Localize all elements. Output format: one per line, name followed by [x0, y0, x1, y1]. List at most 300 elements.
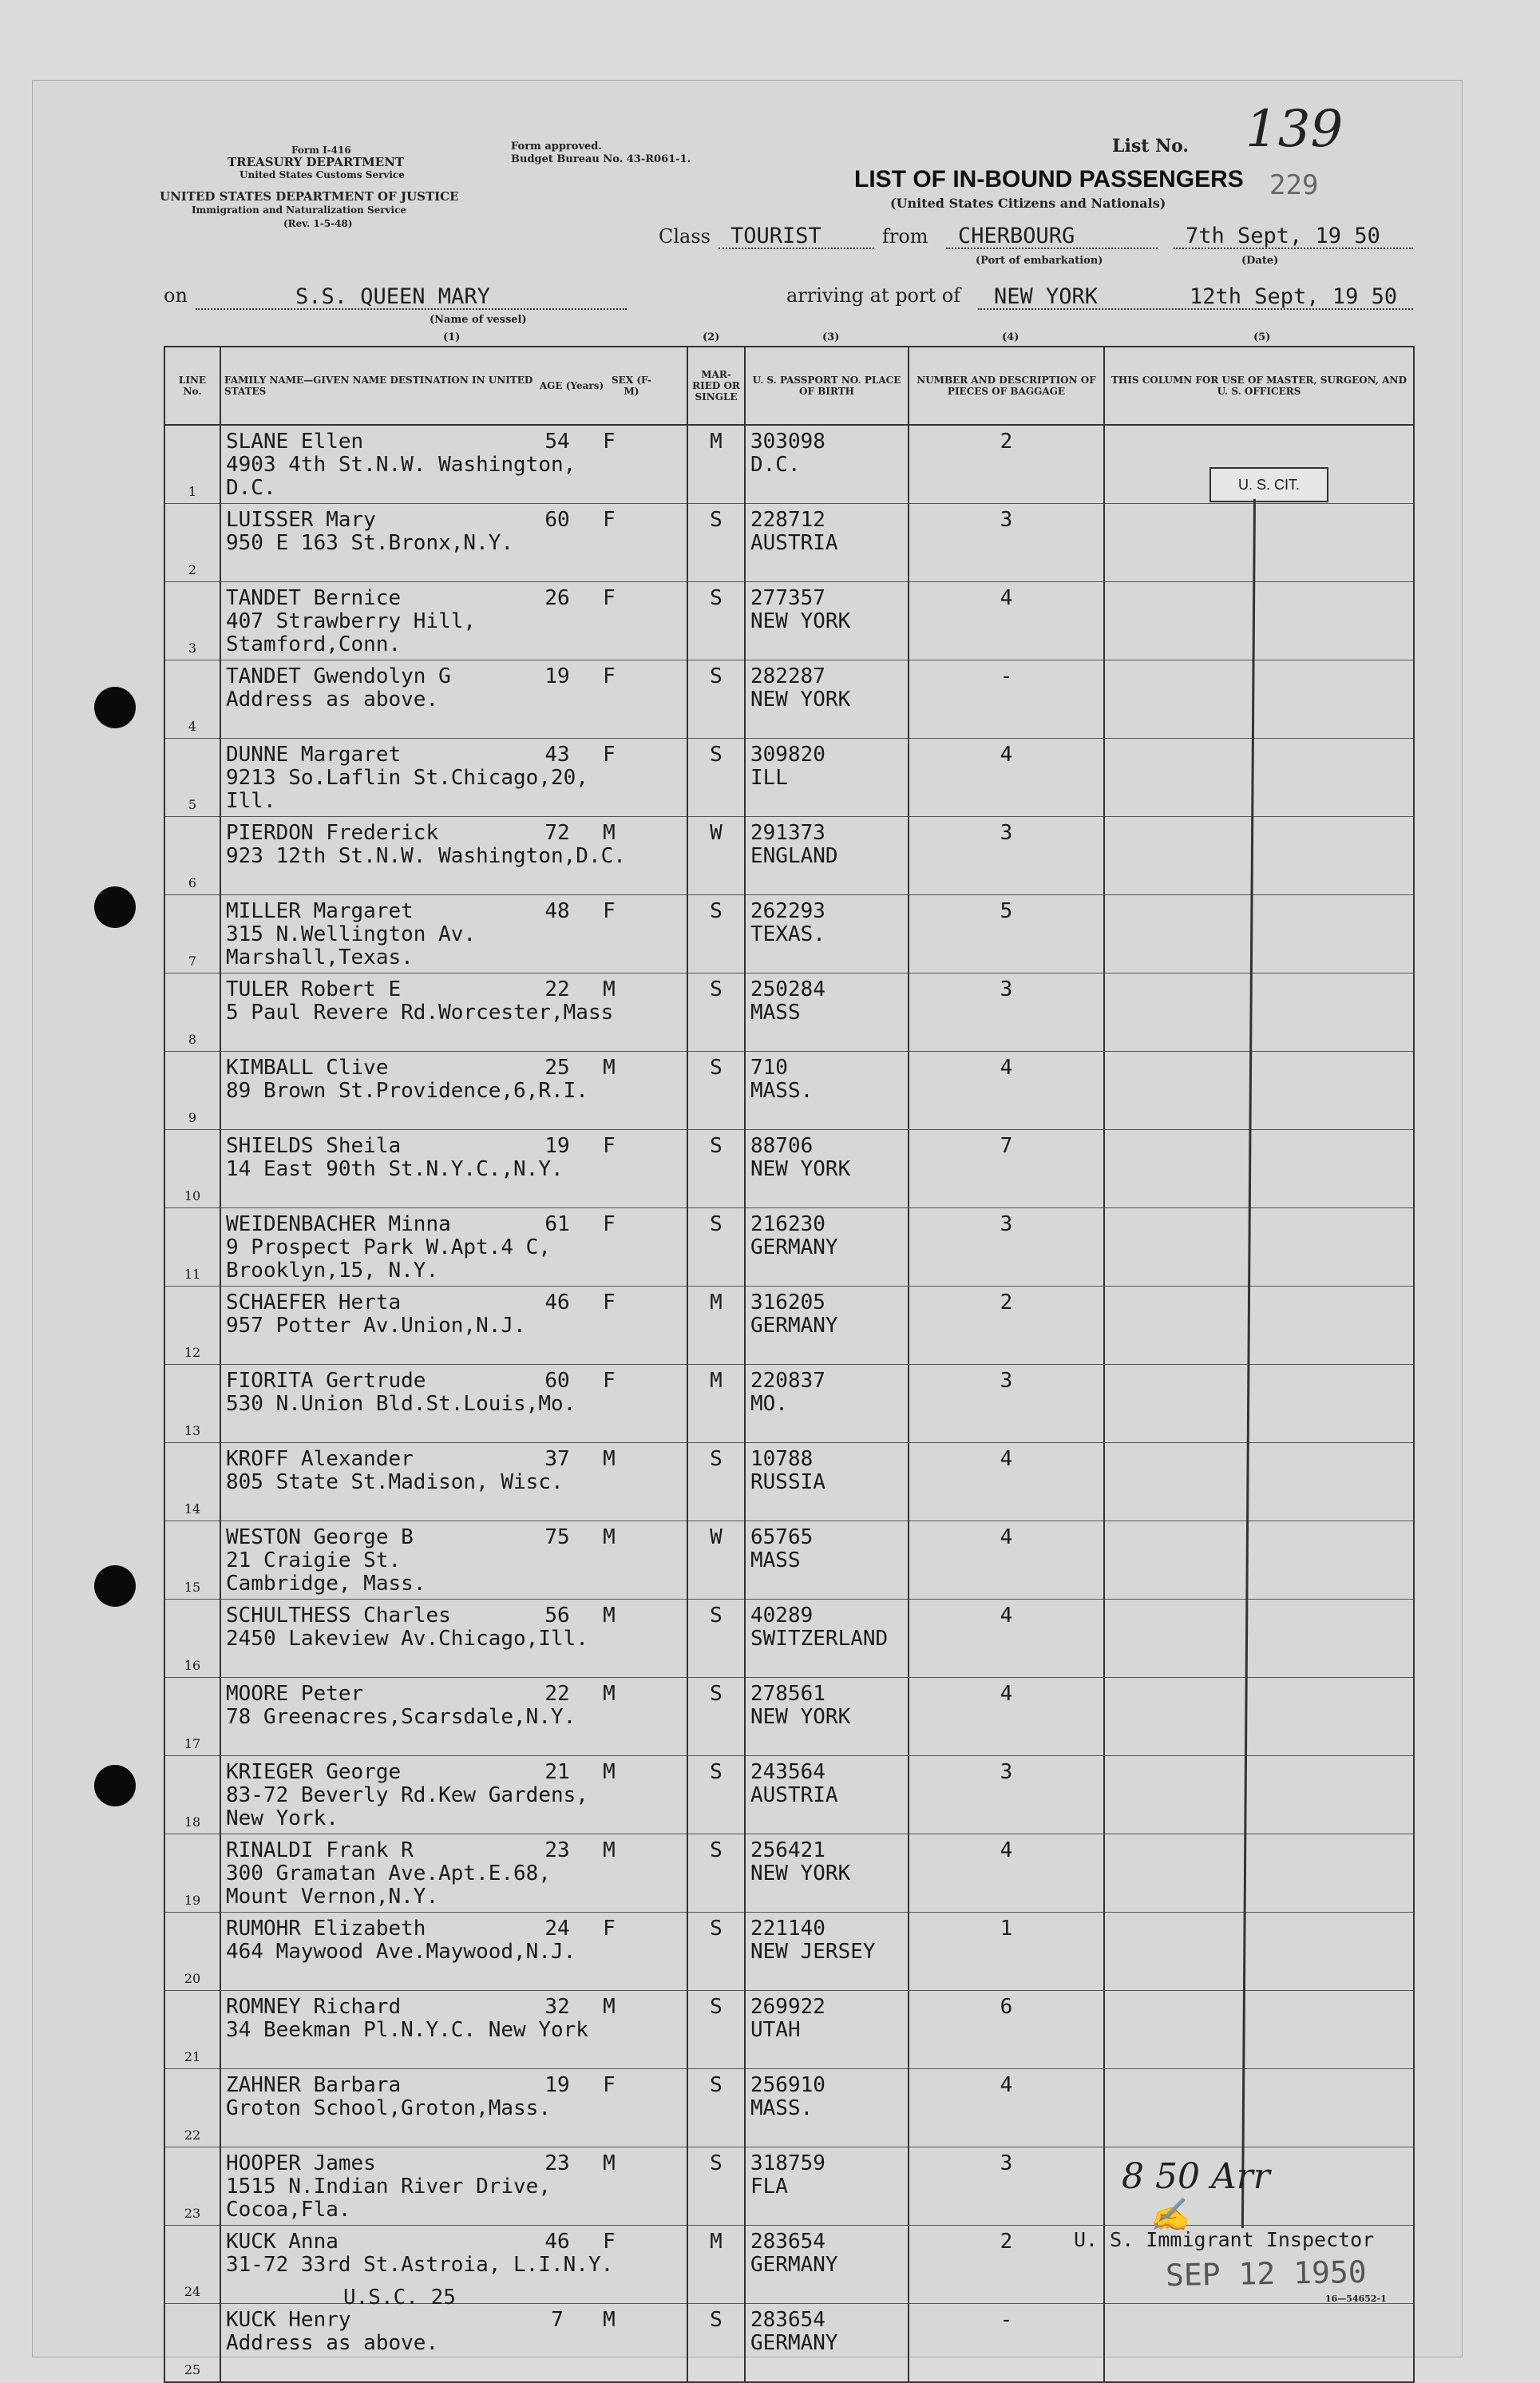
- customs-service: United States Customs Service: [240, 169, 405, 180]
- birth-place: ENGLAND: [750, 844, 838, 868]
- destination-line: 950 E 163 St.Bronx,N.Y.: [226, 531, 514, 555]
- passport-cell: [745, 1991, 909, 2069]
- line-number: 9: [164, 1052, 220, 1130]
- marital-status: S: [687, 2147, 745, 2226]
- officer-use-cell: [1104, 1443, 1414, 1521]
- destination-line: 78 Greenacres,Scarsdale,N.Y.: [226, 1705, 576, 1729]
- marital-status: S: [687, 1678, 745, 1756]
- line-number: 22: [164, 2069, 220, 2147]
- destination-line-2: Cocoa,Fla.: [226, 2198, 351, 2222]
- destination-line: 9213 So.Laflin St.Chicago,20,: [226, 766, 588, 790]
- baggage-count: 3: [909, 504, 1104, 582]
- destination-line: 923 12th St.N.W. Washington,D.C.: [226, 844, 626, 868]
- revision: (Rev. 1-5-48): [283, 218, 353, 229]
- passenger-cell: [220, 2069, 687, 2147]
- passenger-age: 43: [544, 743, 570, 767]
- baggage-count: 4: [909, 582, 1104, 660]
- baggage-count: 5: [909, 895, 1104, 973]
- inspector-signature: ✍: [1150, 2197, 1190, 2234]
- officer-use-cell: [1104, 2069, 1414, 2147]
- passenger-age: 56: [544, 1604, 570, 1628]
- destination-line-2: Ill.: [226, 789, 276, 813]
- officer-use-cell: [1104, 582, 1414, 660]
- passenger-sex: M: [603, 977, 616, 1001]
- col-header-baggage: NUMBER AND DESCRIPTION OF PIECES OF BAGGAGE: [909, 347, 1104, 425]
- passenger-top: [226, 1135, 682, 1158]
- marital-status: M: [687, 1287, 745, 1365]
- passenger-top: [226, 1291, 682, 1314]
- destination-line: 300 Gramatan Ave.Apt.E.68,: [226, 1862, 551, 1885]
- passenger-cell: [220, 895, 687, 973]
- passenger-sex: M: [603, 1760, 616, 1784]
- destination-line: 2450 Lakeview Av.Chicago,Ill.: [226, 1627, 588, 1651]
- passenger-top: [226, 1057, 682, 1080]
- birth-place: RUSSIA: [750, 1470, 825, 1494]
- officer-use-cell: [1104, 1130, 1414, 1208]
- passport-number: 256910: [750, 2073, 825, 2097]
- marital-status: W: [687, 817, 745, 895]
- passenger-name: RINALDI Frank R: [226, 1838, 414, 1862]
- marital-status: W: [687, 1521, 745, 1600]
- table-row: [164, 817, 1414, 895]
- passenger-age: 54: [544, 430, 570, 454]
- passenger-sex: M: [603, 1995, 616, 2019]
- destination-line-2: Cambridge, Mass.: [226, 1572, 426, 1596]
- baggage-count: 2: [909, 425, 1104, 504]
- marital-status: S: [687, 1834, 745, 1913]
- passenger-name: SLANE Ellen: [226, 430, 364, 454]
- passenger-sex: F: [603, 508, 616, 532]
- baggage-count: 3: [909, 817, 1104, 895]
- table-row: [164, 1365, 1414, 1443]
- passport-number: 269922: [750, 1995, 825, 2019]
- passport-number: 309820: [750, 743, 825, 767]
- passenger-cell: [220, 2147, 687, 2226]
- col-header-name-text: FAMILY NAME—GIVEN NAME DESTINATION IN UNITED STATES: [224, 375, 533, 397]
- passenger-age: 19: [544, 664, 570, 688]
- baggage-count: 7: [909, 1130, 1104, 1208]
- passenger-sex: F: [603, 430, 616, 454]
- from-label: from: [882, 225, 928, 248]
- line-number: 16: [164, 1600, 220, 1678]
- passenger-cell: [220, 817, 687, 895]
- passport-number: 277357: [750, 586, 825, 610]
- vessel-name: S.S. QUEEN MARY: [295, 284, 490, 309]
- destination-line: 805 State St.Madison, Wisc.: [226, 1470, 564, 1494]
- col-header-line: LINE No.: [164, 347, 220, 425]
- passenger-cell: [220, 1130, 687, 1208]
- passport-number: 65765: [750, 1525, 814, 1549]
- officer-use-cell: [1104, 1756, 1414, 1834]
- passport-number: 262293: [750, 899, 825, 923]
- birth-place: AUSTRIA: [750, 531, 838, 555]
- table-header-row: [164, 347, 1414, 425]
- destination-line-2: Brooklyn,15, N.Y.: [226, 1259, 439, 1283]
- col-header-age: AGE (Years): [539, 380, 604, 391]
- destination-line: 1515 N.Indian River Drive,: [226, 2175, 551, 2199]
- officer-use-cell: [1104, 1834, 1414, 1913]
- inspector-title: U. S. Immigrant Inspector: [1074, 2228, 1375, 2251]
- table-row: [164, 1208, 1414, 1287]
- passenger-table: [164, 346, 1415, 2383]
- table-row: [164, 1130, 1414, 1208]
- passport-number: 221140: [750, 1917, 825, 1941]
- passenger-sex: M: [603, 2308, 616, 2332]
- birth-place: D.C.: [750, 453, 801, 477]
- birth-place: NEW YORK: [750, 688, 851, 712]
- line-number: 10: [164, 1130, 220, 1208]
- passenger-age: 25: [544, 1056, 570, 1080]
- baggage-count: 4: [909, 2069, 1104, 2147]
- passenger-top: [226, 743, 682, 767]
- table-row: [164, 973, 1414, 1052]
- passenger-age: 19: [544, 1134, 570, 1158]
- col-num-2: (2): [703, 331, 720, 343]
- passenger-top: [226, 978, 682, 1001]
- passenger-top: [226, 1839, 682, 1862]
- passenger-name: SHIELDS Sheila: [226, 1134, 402, 1158]
- treasury-dept: TREASURY DEPARTMENT: [228, 155, 405, 169]
- budget-bureau: Budget Bureau No. 43-R061-1.: [511, 153, 691, 165]
- destination-line: 5 Paul Revere Rd.Worcester,Mass: [226, 1001, 614, 1025]
- punch-hole: [94, 1565, 136, 1607]
- embark-date: 7th Sept, 19 50: [1186, 224, 1380, 248]
- officer-use-cell: [1104, 504, 1414, 582]
- passport-cell: [745, 2147, 909, 2226]
- passport-number: 282287: [750, 664, 825, 688]
- destination-line: Groton School,Groton,Mass.: [226, 2096, 551, 2120]
- destination-line: 83-72 Beverly Rd.Kew Gardens,: [226, 1783, 588, 1807]
- passenger-sex: M: [603, 821, 616, 845]
- marital-status: M: [687, 2226, 745, 2304]
- passenger-cell: [220, 1678, 687, 1756]
- birth-place: FLA: [750, 2175, 788, 2199]
- col-num-5: (5): [1253, 331, 1271, 343]
- passenger-name: WESTON George B: [226, 1525, 414, 1549]
- table-row: [164, 1521, 1414, 1600]
- passenger-top: [226, 822, 682, 845]
- birth-place: ILL: [750, 766, 788, 790]
- officer-use-cell: [1104, 739, 1414, 817]
- officer-use-cell: [1104, 895, 1414, 973]
- table-row: [164, 1678, 1414, 1756]
- passenger-top: [226, 509, 682, 532]
- passport-cell: [745, 1913, 909, 1991]
- list-no-label: List No.: [1112, 136, 1190, 157]
- passenger-age: 72: [544, 821, 570, 845]
- passenger-sex: F: [603, 1369, 616, 1393]
- officer-use-cell: [1104, 817, 1414, 895]
- baggage-count: 4: [909, 1521, 1104, 1600]
- port-caption: (Port of embarkation): [976, 255, 1103, 267]
- passenger-name: MOORE Peter: [226, 1682, 364, 1706]
- passenger-name: MILLER Margaret: [226, 899, 414, 923]
- destination-line: 530 N.Union Bld.St.Louis,Mo.: [226, 1392, 576, 1416]
- passenger-name: ZAHNER Barbara: [226, 2073, 402, 2097]
- passenger-cell: [220, 1365, 687, 1443]
- col-header-officer-use: THIS COLUMN FOR USE OF MASTER, SURGEON, AND U. S. OFFICERS: [1104, 347, 1414, 425]
- passenger-top: [226, 1604, 682, 1628]
- passport-cell: [745, 2069, 909, 2147]
- passenger-cell: [220, 425, 687, 504]
- passport-number: 303098: [750, 430, 825, 454]
- line-number: 25: [164, 2304, 220, 2383]
- passport-cell: [745, 817, 909, 895]
- passenger-top: [226, 1448, 682, 1471]
- destination-line-2: Stamford,Conn.: [226, 632, 402, 656]
- passenger-cell: [220, 973, 687, 1052]
- passport-number: 710: [750, 1056, 788, 1080]
- passport-cell: [745, 425, 909, 504]
- baggage-count: 2: [909, 1287, 1104, 1365]
- passenger-name: SCHAEFER Herta: [226, 1291, 402, 1314]
- marital-status: S: [687, 2069, 745, 2147]
- destination-line: 464 Maywood Ave.Maywood,N.J.: [226, 1940, 576, 1964]
- justice-dept: UNITED STATES DEPARTMENT OF JUSTICE: [160, 189, 459, 204]
- destination-line: 407 Strawberry Hill,: [226, 609, 477, 633]
- passenger-top: [226, 1370, 682, 1393]
- date-stamp: SEP 12 1950: [1165, 2254, 1368, 2294]
- passenger-name: KROFF Alexander: [226, 1447, 414, 1471]
- line-number: 5: [164, 739, 220, 817]
- col-header-married: MAR-RIED OR SINGLE: [687, 347, 745, 425]
- embark-port: CHERBOURG: [958, 224, 1075, 248]
- table-row: [164, 1287, 1414, 1365]
- table-row: [164, 504, 1414, 582]
- passport-number: 220837: [750, 1369, 825, 1393]
- passenger-top: [226, 430, 682, 454]
- passenger-cell: [220, 739, 687, 817]
- passport-cell: [745, 739, 909, 817]
- table-row: [164, 660, 1414, 739]
- table-row: [164, 1443, 1414, 1521]
- passenger-age: 23: [544, 2151, 570, 2175]
- table-row: [164, 582, 1414, 660]
- passenger-name: KIMBALL Clive: [226, 1056, 389, 1080]
- passenger-top: [226, 2152, 682, 2175]
- birth-place: GERMANY: [750, 1235, 838, 1259]
- marital-status: S: [687, 1600, 745, 1678]
- passport-number: 250284: [750, 977, 825, 1001]
- passport-cell: [745, 973, 909, 1052]
- passenger-top: [226, 900, 682, 923]
- birth-place: GERMANY: [750, 2331, 838, 2355]
- passport-number: 228712: [750, 508, 825, 532]
- table-row: [164, 1913, 1414, 1991]
- col-header-sex: SEX (F-M): [612, 375, 651, 397]
- line-number: 17: [164, 1678, 220, 1756]
- marital-status: S: [687, 1443, 745, 1521]
- line-number: 8: [164, 973, 220, 1052]
- passport-cell: [745, 504, 909, 582]
- passport-cell: [745, 1287, 909, 1365]
- passenger-sex: F: [603, 1212, 616, 1236]
- passenger-sex: F: [603, 1134, 616, 1158]
- passenger-age: 46: [544, 1291, 570, 1314]
- col-num-4: (4): [1002, 331, 1019, 343]
- passenger-top: [226, 1917, 682, 1941]
- destination-line-2: Marshall,Texas.: [226, 946, 414, 969]
- baggage-count: 4: [909, 739, 1104, 817]
- table-row: [164, 739, 1414, 817]
- punch-hole: [94, 687, 136, 728]
- passenger-cell: [220, 1600, 687, 1678]
- passport-cell: [745, 1208, 909, 1287]
- passport-number: 216230: [750, 1212, 825, 1236]
- list-number-typed: 229: [1269, 169, 1319, 201]
- destination-line-2: Mount Vernon,N.Y.: [226, 1885, 439, 1909]
- line-number: 2: [164, 504, 220, 582]
- destination-line-2: D.C.: [226, 476, 276, 500]
- destination-line: 34 Beekman Pl.N.Y.C. New York: [226, 2018, 588, 2042]
- passenger-age: 24: [544, 1917, 570, 1941]
- punch-hole: [94, 1765, 136, 1806]
- passport-cell: [745, 660, 909, 739]
- baggage-count: 4: [909, 1834, 1104, 1913]
- baggage-count: 4: [909, 1600, 1104, 1678]
- passenger-sex: F: [603, 2230, 616, 2254]
- officer-use-cell: [1104, 1678, 1414, 1756]
- vessel-caption: (Name of vessel): [430, 314, 527, 326]
- table-row: [164, 2304, 1414, 2383]
- passport-cell: [745, 1130, 909, 1208]
- passenger-top: [226, 1996, 682, 2019]
- officer-use-cell: [1104, 1521, 1414, 1600]
- line-number: 14: [164, 1443, 220, 1521]
- us-citizen-stamp: U. S. CIT.: [1209, 467, 1328, 502]
- passenger-sex: M: [603, 1682, 616, 1706]
- passenger-age: 46: [544, 2230, 570, 2254]
- birth-place: MASS: [750, 1001, 801, 1025]
- passenger-top: [226, 1526, 682, 1549]
- baggage-count: -: [909, 2304, 1104, 2383]
- line-number: 4: [164, 660, 220, 739]
- class-value: TOURIST: [730, 224, 821, 248]
- line-number: 12: [164, 1287, 220, 1365]
- page-subtitle: (United States Citizens and Nationals): [890, 196, 1166, 211]
- passenger-sex: M: [603, 1447, 616, 1471]
- passenger-top: [226, 1213, 682, 1236]
- passenger-sex: M: [603, 1525, 616, 1549]
- destination-line-2: New York.: [226, 1806, 338, 1830]
- col-num-3: (3): [822, 331, 840, 343]
- passport-number: 283654: [750, 2230, 825, 2254]
- line-number: 18: [164, 1756, 220, 1834]
- baggage-count: 2: [909, 2226, 1104, 2304]
- officer-use-cell: [1104, 1913, 1414, 1991]
- passenger-top: [226, 2230, 682, 2254]
- passenger-cell: [220, 1287, 687, 1365]
- baggage-count: 6: [909, 1991, 1104, 2069]
- arriving-label: arriving at port of: [786, 284, 961, 307]
- passport-number: 316205: [750, 1291, 825, 1314]
- passenger-cell: [220, 504, 687, 582]
- passenger-name: DUNNE Margaret: [226, 743, 402, 767]
- passport-cell: [745, 1443, 909, 1521]
- birth-place: GERMANY: [750, 1314, 838, 1338]
- passenger-age: 19: [544, 2073, 570, 2097]
- arrival-date: 12th Sept, 19 50: [1190, 284, 1398, 309]
- destination-line: 14 East 90th St.N.Y.C.,N.Y.: [226, 1157, 564, 1181]
- passport-number: 278561: [750, 1682, 825, 1706]
- birth-place: MO.: [750, 1392, 788, 1416]
- birth-place: NEW YORK: [750, 609, 851, 633]
- passenger-name: FIORITA Gertrude: [226, 1369, 426, 1393]
- footer-note: U.S.C. 25: [343, 2286, 456, 2310]
- passenger-top: [226, 587, 682, 610]
- passenger-cell: [220, 2304, 687, 2383]
- passenger-cell: [220, 1521, 687, 1600]
- passport-cell: [745, 2304, 909, 2383]
- passport-number: 291373: [750, 821, 825, 845]
- passport-cell: [745, 1678, 909, 1756]
- col-header-passport: U. S. PASSPORT NO. PLACE OF BIRTH: [745, 347, 909, 425]
- line-number: 20: [164, 1913, 220, 1991]
- passenger-top: [226, 1683, 682, 1706]
- passenger-top: [226, 2309, 682, 2332]
- passenger-name: KUCK Henry: [226, 2308, 351, 2332]
- passport-cell: [745, 1600, 909, 1678]
- officer-use-cell: [1104, 1287, 1414, 1365]
- birth-place: AUSTRIA: [750, 1783, 838, 1807]
- marital-status: S: [687, 739, 745, 817]
- line-number: 1: [164, 425, 220, 504]
- passenger-age: 61: [544, 1212, 570, 1236]
- passenger-name: SCHULTHESS Charles: [226, 1604, 451, 1628]
- passenger-age: 22: [544, 977, 570, 1001]
- passenger-name: TULER Robert E: [226, 977, 402, 1001]
- baggage-count: 4: [909, 1443, 1104, 1521]
- passenger-age: 37: [544, 1447, 570, 1471]
- passenger-cell: [220, 1834, 687, 1913]
- passport-cell: [745, 1521, 909, 1600]
- passenger-sex: F: [603, 664, 616, 688]
- arrival-time-note: 8 50 Arr: [1122, 2156, 1270, 2197]
- passenger-sex: F: [603, 899, 616, 923]
- destination-line: 89 Brown St.Providence,6,R.I.: [226, 1079, 588, 1103]
- birth-place: NEW YORK: [750, 1705, 851, 1729]
- passport-cell: [745, 1834, 909, 1913]
- passenger-name: TANDET Gwendolyn G: [226, 664, 451, 688]
- list-number-handwritten: 139: [1245, 100, 1344, 159]
- passenger-name: WEIDENBACHER Minna: [226, 1212, 451, 1236]
- passenger-sex: F: [603, 743, 616, 767]
- marital-status: M: [687, 425, 745, 504]
- form-code: 16—54652-1: [1325, 2294, 1387, 2304]
- passport-number: 256421: [750, 1838, 825, 1862]
- destination-line: 315 N.Wellington Av.: [226, 922, 477, 946]
- line-number: 19: [164, 1834, 220, 1913]
- destination-line: Address as above.: [226, 2331, 439, 2355]
- birth-place: NEW JERSEY: [750, 1940, 876, 1964]
- passport-number: 283654: [750, 2308, 825, 2332]
- baggage-count: 3: [909, 1208, 1104, 1287]
- destination-line: 957 Potter Av.Union,N.J.: [226, 1314, 526, 1338]
- date-caption: (Date): [1241, 255, 1279, 267]
- baggage-count: 3: [909, 2147, 1104, 2226]
- passport-cell: [745, 2226, 909, 2304]
- passenger-name: KUCK Anna: [226, 2230, 338, 2254]
- ins-service: Immigration and Naturalization Service: [192, 204, 407, 216]
- passenger-top: [226, 665, 682, 688]
- passenger-name: HOOPER James: [226, 2151, 376, 2175]
- marital-status: S: [687, 895, 745, 973]
- form-approved: Form approved.: [511, 141, 602, 153]
- destination-line: 21 Craigie St.: [226, 1548, 402, 1572]
- officer-use-cell: [1104, 1052, 1414, 1130]
- table-row: [164, 895, 1414, 973]
- passenger-top: [226, 1761, 682, 1784]
